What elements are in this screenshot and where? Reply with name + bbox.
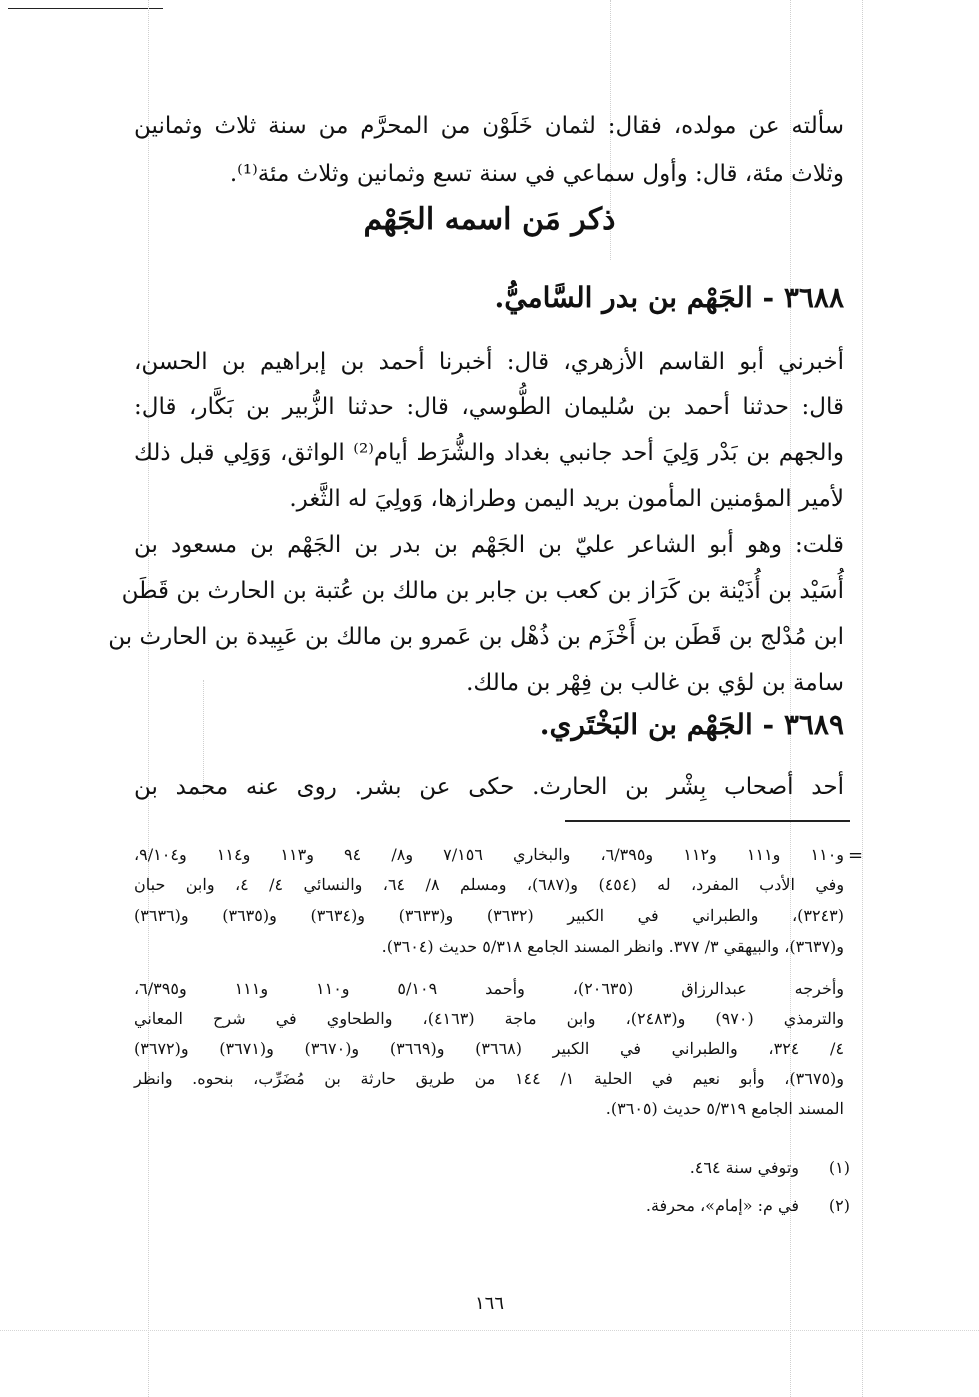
text-line: أخبرني أبو القاسم الأزهري، قال: أخبرنا أحمد بن إبراهيم بن الحسن،: [134, 349, 844, 375]
scan-guide-line: [0, 1330, 979, 1331]
scan-guide-line: [862, 0, 863, 1397]
entry-heading-3689: ٣٦٨٩ - الجَهْم بن البَخْتَري.: [539, 708, 844, 741]
footnote-separator: [565, 820, 850, 822]
text-line: ابن مُدْلج بن قَطَن بن أَخْزَم بن ذُهْل بن عَمرو بن مالك بن عَبِيدة بن الحارث بن: [108, 624, 844, 650]
text-line: وثلاث مئة، قال: وأول سماعي في سنة تسع وثمانين وثلاث مئة⁽¹⁾.: [229, 161, 844, 187]
footnote-number: (٢): [828, 1196, 850, 1215]
text-line: سألته عن مولده، فقال: لثمان خَلَوْن من المحرَّم من سنة ثلاث وثمانين: [134, 113, 844, 139]
text-line: والجهم بن بَدْر وَلِيَ أحد جانبي بغداد والشُّرَط أيام⁽²⁾ الواثق، وَوَلِي قبل ذلك: [134, 440, 844, 466]
footnote-line: وفي الأدب المفرد، له (٤٥٤) و(٦٨٧)، ومسلم ٨/ ٦٤، والنسائي ٤/ ٤، وابن حبان: [134, 875, 845, 894]
section-heading: ذكر مَن اسمه الجَهْم: [363, 202, 616, 237]
scan-edge-rule: [8, 8, 163, 9]
text-line: سامة بن لؤي بن غالب بن فِهْر بن مالك.: [466, 670, 844, 696]
footnote-continuation-mark: =: [848, 845, 864, 866]
footnote-text: وتوفي سنة ٤٦٤.: [689, 1158, 799, 1177]
footnote-line: وأخرجه عبدالرزاق (٢٠٦٣٥)، وأحمد ٥/١٠٩ و١١٠ و١١١ و٦/٣٩٥،: [134, 979, 845, 998]
footnote-text: في م: «إمام»، محرفة.: [645, 1196, 799, 1215]
text-line: قلت: وهو أبو الشاعر عليّ بن الجَهْم بن بدر بن الجَهْم بن مسعود بن: [134, 532, 844, 558]
footnote-line: ٤/ ٣٢٤، والطبراني في الكبير (٣٦٦٨) و(٣٦٦٩) و(٣٦٧٠) و(٣٦٧١) و(٣٦٧٢): [134, 1039, 845, 1058]
text-line: لأمير المؤمنين المأمون بريد اليمن وطرازها، وَولِيَ له الثَّغر.: [289, 486, 844, 512]
text-line: أُسَيْد بن أُذَيْنة بن كَرَاز بن كعب بن جابر بن مالك بن عُتبة بن الحارث بن قَطَن: [121, 578, 844, 604]
text-line: قال: حدثنا أحمد بن سُليمان الطُّوسي، قال: حدثنا الزُّبير بن بَكَّار، قال:: [134, 394, 844, 420]
footnote-line: و١١٠ و١١١ و١١٢ و٦/٣٩٥، والبخاري ٧/١٥٦ و٨/ ٩٤ و١١٣ و١١٤ و٩/١٠٤،: [134, 845, 845, 864]
text-line: أحد أصحاب بِشْر بن الحارث. حكى عن بشر. روى عنه محمد بن: [134, 774, 844, 800]
footnote-line: و(٣٦٣٧)، والبيهقي ٣/ ٣٧٧. وانظر المسند الجامع ٥/٣١٨ حديث (٣٦٠٤).: [381, 937, 844, 956]
entry-heading-3688: ٣٦٨٨ - الجَهْم بن بدر السَّاميُّ.: [494, 281, 844, 314]
footnote-line: و(٣٦٧٥)، وأبو نعيم في الحلية ١/ ١٤٤ من طريق حارثة بن مُضَرِّب، بنحوه. وانظر: [134, 1069, 844, 1088]
footnote-line: والترمذي (٩٧٠) و(٢٤٨٣)، وابن ماجة (٤١٦٣)، والطحاوي في شرح المعاني: [134, 1009, 844, 1028]
page-number: ١٦٦: [474, 1293, 504, 1314]
footnote-line: المسند الجامع ٥/٣١٩ حديث (٣٦٠٥).: [605, 1099, 844, 1118]
footnote-number: (١): [828, 1158, 850, 1177]
footnote-line: (٣٢٤٣)، والطبراني في الكبير (٣٦٣٢) و(٣٦٣٣) و(٣٦٣٤) و(٣٦٣٥) و(٣٦٣٦): [134, 906, 844, 925]
